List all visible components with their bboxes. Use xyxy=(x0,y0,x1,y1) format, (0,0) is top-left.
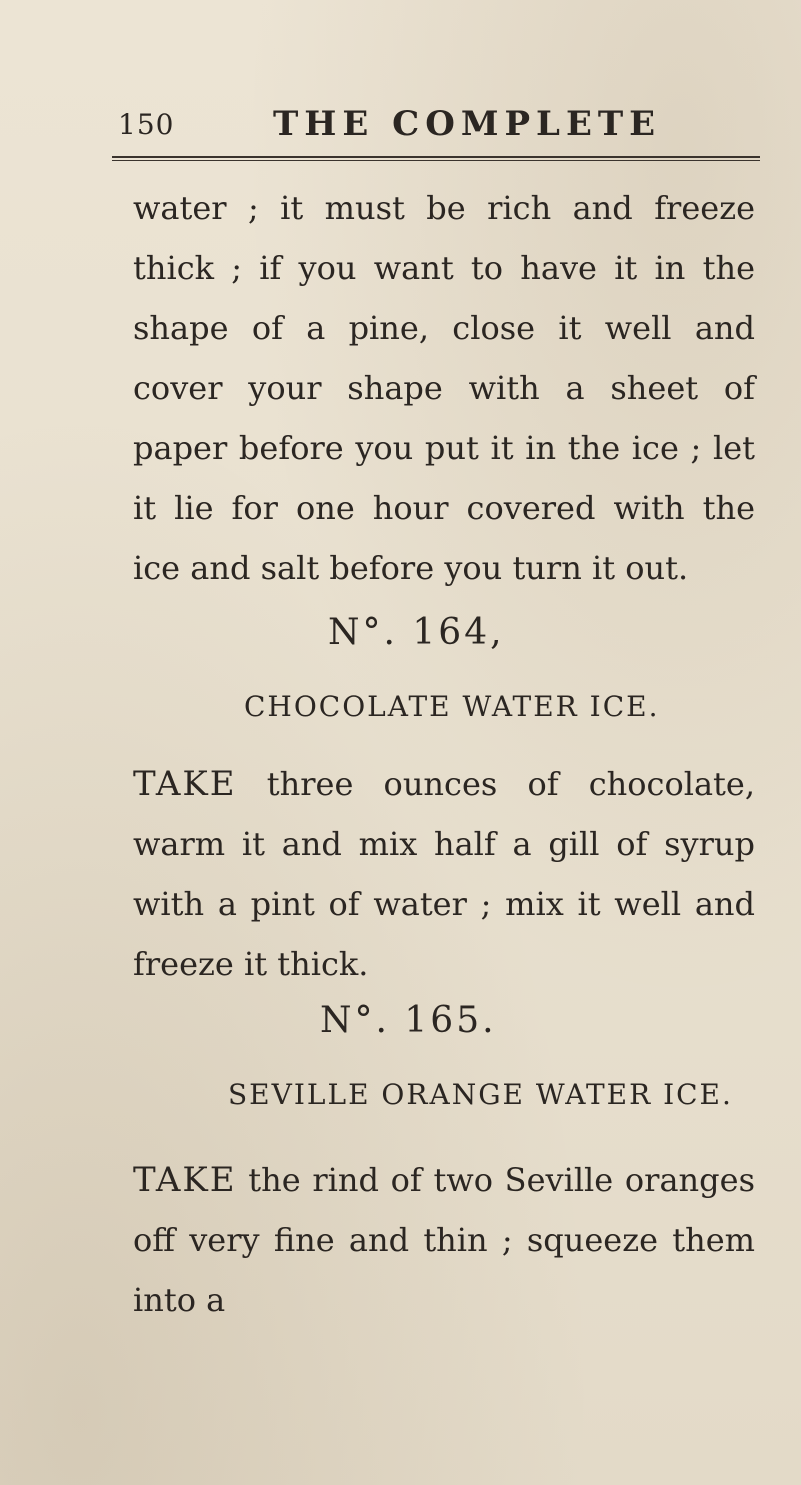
recipe-number: N°. 165. xyxy=(320,1000,497,1041)
recipe-lead-word: TAKE xyxy=(133,764,237,804)
continuation-paragraph xyxy=(133,178,755,598)
recipe-lead-word: TAKE xyxy=(133,1160,237,1200)
recipe-number: N°. 164, xyxy=(328,612,505,653)
header-rule xyxy=(112,156,760,161)
continuation-text: water ; it must be rich and freeze thick ; if you want to have it in the shape of a pine, close it well and cover your shape with a sheet of paper before you put it in the ice ; let it lie for one hour covered with the ice and salt before you turn it out. xyxy=(133,189,755,587)
page-number: 150 xyxy=(118,108,175,141)
running-title: THE COMPLETE xyxy=(273,104,662,144)
recipe-paragraph xyxy=(133,1150,755,1330)
running-head xyxy=(118,104,778,148)
recipe-text xyxy=(133,1150,755,1330)
recipe-paragraph xyxy=(133,754,755,994)
recipe-body: three ounces of chocolate, warm it and mix half a gill of syrup with a pint of water ; mix it well and freeze it thick. xyxy=(133,765,755,983)
recipe-text xyxy=(133,754,755,994)
recipe-title: CHOCOLATE WATER ICE. xyxy=(244,690,660,723)
recipe-title: SEVILLE ORANGE WATER ICE. xyxy=(228,1078,733,1111)
recipe-body: the rind of two Seville oranges off very fine and thin ; squeeze them into a xyxy=(133,1161,755,1319)
